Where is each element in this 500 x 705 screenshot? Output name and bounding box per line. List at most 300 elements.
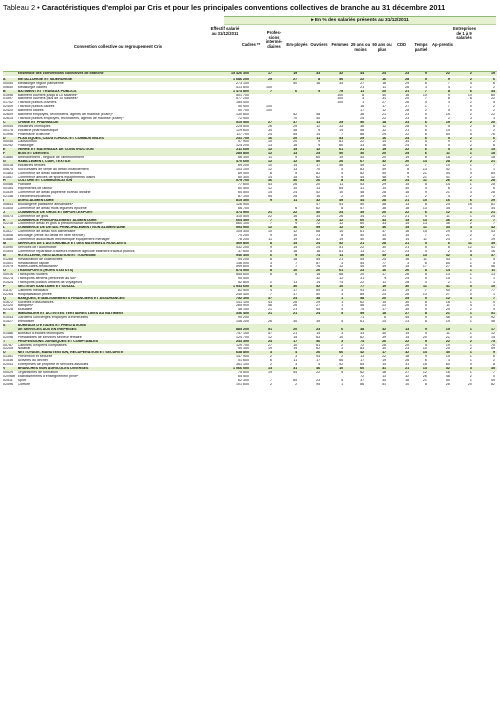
row-value: 22 xyxy=(429,340,452,344)
row-code: U xyxy=(3,351,18,355)
row-label: Commerce de détail habillement textiles xyxy=(17,171,82,175)
row-value: 8 xyxy=(407,167,410,171)
row-value: 31 xyxy=(360,277,365,281)
row-value: 52 xyxy=(299,285,322,289)
row-value: 10 xyxy=(339,230,344,234)
row-value: 48 xyxy=(382,202,387,206)
row-value: 9 xyxy=(341,175,344,179)
row-value: 22 xyxy=(360,281,365,285)
row-value: 15 xyxy=(445,113,450,117)
row-code: L xyxy=(3,226,18,230)
row-value: 46 xyxy=(491,320,495,324)
row-value: 4 xyxy=(424,140,427,144)
row-value: 22 xyxy=(382,116,387,120)
row-code: 02614 xyxy=(3,116,13,120)
row-code: 00045 xyxy=(3,140,13,144)
row-value: 9 xyxy=(251,199,274,203)
row-label: Bricolage (vente au détail en libre service) xyxy=(17,234,85,238)
row-value: 3 xyxy=(493,116,495,120)
row-value: 43 xyxy=(268,300,273,304)
row-code: 01536 xyxy=(3,359,13,363)
row-value: 14 xyxy=(405,335,410,339)
row-value: 17 xyxy=(422,265,427,269)
row-value: 3 xyxy=(447,101,450,105)
row-value: 14 xyxy=(293,163,298,167)
row-value: 19 xyxy=(366,148,388,152)
row-value: 21 xyxy=(360,85,365,89)
row-value: 1 xyxy=(469,359,472,363)
row-value: 593 900 xyxy=(220,226,251,230)
row-value: 16 xyxy=(491,249,495,253)
row-value: 12 xyxy=(339,277,344,281)
row-value: 8 xyxy=(322,179,345,183)
row-value: 10 xyxy=(411,199,429,203)
row-value: 69 200 xyxy=(238,163,250,167)
row-value: 4 xyxy=(424,304,427,308)
row-value: 2 xyxy=(447,249,450,253)
row-value: 0 xyxy=(469,316,472,320)
row-code: 02128 xyxy=(3,308,13,312)
row-value: 24 xyxy=(382,320,387,324)
row-value: 4 xyxy=(318,363,321,367)
row-value: 6 xyxy=(424,116,427,120)
row-value: 13 xyxy=(411,367,429,371)
row-value: 44 xyxy=(345,72,366,76)
row-value: 28 xyxy=(382,191,387,195)
row-value: 16 xyxy=(251,137,274,141)
row-value: 60 xyxy=(445,363,450,367)
row-value: 63 xyxy=(316,335,321,339)
row-value: 28 xyxy=(405,109,410,113)
row-value: 36 xyxy=(445,222,450,226)
row-code: C xyxy=(3,121,18,125)
row-label: Travaux publics cadres xyxy=(17,105,55,109)
row-value: 1 xyxy=(452,152,474,156)
row-value: 2 xyxy=(270,355,273,359)
row-value: 26 xyxy=(429,179,452,183)
row-value: 23 xyxy=(388,121,411,125)
row-value: 231 700 xyxy=(220,137,251,141)
row-value: 33 xyxy=(366,219,388,223)
row-value: 25 xyxy=(360,116,365,120)
row-value: 12 xyxy=(299,148,322,152)
row-value: 655 600 xyxy=(236,273,250,277)
row-value: 23 xyxy=(405,320,410,324)
row-value: 22 xyxy=(274,211,299,215)
row-value: 6 xyxy=(452,199,474,203)
row-value: 75 500 xyxy=(238,370,250,374)
row-value: 24 xyxy=(268,132,273,136)
row-value: 43 xyxy=(445,257,450,261)
row-value: 10 xyxy=(474,285,497,289)
row-code: T xyxy=(3,340,18,344)
row-value: 7 xyxy=(251,219,274,223)
row-value: 49 xyxy=(360,163,365,167)
row-label: Restauration rapide xyxy=(17,261,50,265)
row-value: 577 200 xyxy=(236,97,250,101)
row-value: 20 xyxy=(366,297,388,301)
row-value: 11 xyxy=(474,269,497,273)
row-value: 21 xyxy=(429,312,452,316)
row-value: 20 xyxy=(382,156,387,160)
row-value: 28 xyxy=(429,160,452,164)
row-value: 336 400 xyxy=(220,312,251,316)
row-value: 82 xyxy=(491,382,495,386)
row-value: 599 600 xyxy=(236,265,250,269)
row-value: 26 xyxy=(422,374,427,378)
row-value: 1 xyxy=(469,331,472,335)
row-value: 20 xyxy=(388,160,411,164)
row-value: 147 900 xyxy=(236,355,250,359)
row-value: 14 xyxy=(411,351,429,355)
row-value: 26 xyxy=(405,101,410,105)
row-value: 2 xyxy=(469,101,472,105)
row-value: 40 xyxy=(322,78,345,82)
row-value: 62 xyxy=(316,347,321,351)
row-code: F xyxy=(3,152,18,156)
row-label: Boulangerie pâtisserie artisanales* xyxy=(17,202,73,206)
row-value: 13 xyxy=(316,187,321,191)
row-value: 29 xyxy=(405,81,410,85)
row-value: 12 xyxy=(422,370,427,374)
row-value: 24 xyxy=(491,214,495,218)
row-label: Sport xyxy=(17,378,27,382)
row-value: 7 xyxy=(474,297,497,301)
row-value: 0 xyxy=(493,300,495,304)
row-value: 16 xyxy=(467,202,472,206)
row-value: 13 xyxy=(422,292,427,296)
row-value: 13 xyxy=(360,355,365,359)
row-value: 273 100 xyxy=(236,81,250,85)
row-value: 34 xyxy=(405,140,410,144)
row-value: 74 200 xyxy=(238,234,250,238)
row-label: Établissements d'enseignement privé* xyxy=(17,374,79,378)
row-code: 00275 xyxy=(3,277,13,281)
row-value: 76 xyxy=(491,132,495,136)
row-value: 14 xyxy=(316,331,321,335)
row-value: 50 700 xyxy=(238,109,250,113)
row-value: 2 xyxy=(270,281,273,285)
row-code: O xyxy=(3,269,18,273)
row-value: 2 xyxy=(452,219,474,223)
row-value: 38 xyxy=(293,128,298,132)
row-label: BOIS ET DÉRIVÉS xyxy=(18,152,220,156)
row-value: 9 xyxy=(318,128,321,132)
row-value: 13 xyxy=(293,167,298,171)
row-value: 9 xyxy=(424,355,427,359)
row-value: 26 xyxy=(322,160,345,164)
row-value: 26 xyxy=(366,340,388,344)
row-value: 46 xyxy=(445,316,450,320)
row-value: 50 xyxy=(316,292,321,296)
row-value: 6 xyxy=(447,187,450,191)
row-value: 9 xyxy=(424,308,427,312)
row-label: Ensemble des conventions collectives de branche xyxy=(18,72,220,76)
row-value: 3 xyxy=(341,331,344,335)
row-value: 11 xyxy=(423,257,427,261)
row-label: Bâtiment employés, techniciens, agents de maîtrise (Etam)* xyxy=(17,113,113,117)
row-value: 1 xyxy=(452,351,474,355)
row-value: 9 xyxy=(384,277,387,281)
row-value: 9 xyxy=(299,90,322,94)
row-value: 6 xyxy=(469,265,472,269)
row-value: 12 xyxy=(316,124,321,128)
row-value: 7 xyxy=(341,132,344,136)
row-value: 30 xyxy=(405,308,410,312)
row-code: 01686 xyxy=(3,238,13,242)
row-value: 49 xyxy=(382,167,387,171)
row-value: 18 xyxy=(366,121,388,125)
row-value: 72 xyxy=(360,343,365,347)
row-value: 7 xyxy=(493,163,495,167)
row-value: 12 xyxy=(251,148,274,152)
row-value: 18 xyxy=(491,156,495,160)
row-value: 24 xyxy=(388,179,411,183)
row-value: 12 xyxy=(274,160,299,164)
row-value: 4 xyxy=(341,308,344,312)
row-value: 11 xyxy=(299,121,322,125)
row-value: 9 xyxy=(474,351,497,355)
row-value: 9 xyxy=(447,140,450,144)
row-value: 88 xyxy=(360,132,365,136)
row-value: 5 xyxy=(341,320,344,324)
row-value: 27 xyxy=(388,312,411,316)
row-value: 30 xyxy=(382,347,387,351)
row-value: 22 xyxy=(388,340,411,344)
row-value: 22 xyxy=(388,148,411,152)
row-value: 9 xyxy=(270,234,273,238)
column-header: Ouvriers xyxy=(310,42,328,47)
row-code: 01606 xyxy=(3,234,13,238)
row-value: 14 xyxy=(268,175,273,179)
row-value: 16 xyxy=(293,214,298,218)
row-value: 26 xyxy=(405,359,410,363)
row-code: N xyxy=(3,254,18,258)
row-code: 01557 xyxy=(3,175,13,179)
row-value: 1 xyxy=(452,312,474,316)
row-value: 30 xyxy=(345,152,366,156)
row-code: 01539 xyxy=(3,191,13,195)
row-value: 11 xyxy=(411,226,429,230)
row-value: 6 xyxy=(322,328,345,332)
row-value: 4 xyxy=(447,85,450,89)
row-value: 1 xyxy=(469,378,472,382)
row-value: 33 xyxy=(360,144,365,148)
row-value: 26 xyxy=(382,343,387,347)
row-value: 58 xyxy=(345,297,366,301)
row-value: 18 xyxy=(382,370,387,374)
row-value: 3 xyxy=(469,191,472,195)
row-value: 26 xyxy=(405,292,410,296)
column-header: Entreprises de 1 à 9 salariés xyxy=(453,26,477,41)
employment-table xyxy=(3,72,497,387)
row-label: Commerce de détail papeterie bureau librairie xyxy=(17,191,91,195)
row-value: 54 xyxy=(293,370,298,374)
row-value: 43 xyxy=(491,230,495,234)
row-value: 21 xyxy=(445,335,450,339)
row-value: 50 xyxy=(360,202,365,206)
row-value: 117 700 xyxy=(236,132,250,136)
row-value: 15 xyxy=(382,300,387,304)
row-value: 16 xyxy=(360,105,365,109)
row-value: 53 xyxy=(339,202,344,206)
row-value: 93 xyxy=(360,288,365,292)
row-value: 39 xyxy=(474,242,497,246)
row-label: Imprimeries de labeur xyxy=(17,187,53,191)
row-value: 52 xyxy=(322,242,345,246)
row-value: 38 xyxy=(299,297,322,301)
row-code: 00184 xyxy=(3,187,13,191)
row-value: 20 xyxy=(293,140,298,144)
row-value: 946 400 xyxy=(220,254,251,258)
row-value: 62 xyxy=(316,206,321,210)
row-value: 21 xyxy=(274,312,299,316)
row-value: 6 xyxy=(411,152,429,156)
row-value: 4 xyxy=(493,308,495,312)
row-value: 100 xyxy=(337,93,344,97)
row-label: HABILLEMENT, CUIR, TEXTILE xyxy=(18,160,220,164)
row-value: 95 xyxy=(316,382,321,386)
row-value: 2 xyxy=(469,234,472,238)
row-code: D xyxy=(3,137,18,141)
row-value: 79 xyxy=(322,90,345,94)
row-value: 12 xyxy=(251,152,274,156)
row-value: 32 xyxy=(429,254,452,258)
row-value: 14 xyxy=(316,132,321,136)
row-value: 20 xyxy=(274,328,299,332)
row-value: 44 xyxy=(345,199,366,203)
row-value: 21 xyxy=(405,128,410,132)
row-value: 26 xyxy=(405,85,410,89)
row-value: 10 xyxy=(268,163,273,167)
row-value: 9 xyxy=(274,219,299,223)
row-label: Transports routiers xyxy=(17,273,48,277)
row-value: 1 xyxy=(341,300,344,304)
row-value: 45 xyxy=(382,171,387,175)
row-value: 13 xyxy=(422,222,427,226)
row-value: 57 900 xyxy=(238,140,250,144)
row-value: 82 xyxy=(360,171,365,175)
row-value: 6 xyxy=(411,137,429,141)
row-code: I xyxy=(3,199,18,203)
row-value: 10 xyxy=(293,343,298,347)
row-value: 1 xyxy=(469,261,472,265)
row-value: 20 xyxy=(467,382,472,386)
row-value: 4 xyxy=(469,304,472,308)
row-value: 75 xyxy=(474,340,497,344)
row-value: 42 xyxy=(345,351,366,355)
row-value: 7 xyxy=(493,370,495,374)
row-code: Q xyxy=(3,297,18,301)
row-value: 6 xyxy=(384,316,387,320)
row-value: 285 800 xyxy=(220,152,251,156)
row-value: 66 700 xyxy=(238,206,250,210)
row-value: 11 xyxy=(345,90,366,94)
row-value: 30 xyxy=(274,285,299,289)
row-value: 50 xyxy=(322,152,345,156)
row-value: 8 xyxy=(295,273,298,277)
row-value: 87 100 xyxy=(238,195,250,199)
row-value: 21 xyxy=(474,160,497,164)
row-value: 8 xyxy=(299,78,322,82)
row-value: 13 xyxy=(411,219,429,223)
row-label: MÉTALLURGIE ET SIDÉRURGIE xyxy=(18,78,220,82)
row-value: 62 xyxy=(360,300,365,304)
row-value: 13 xyxy=(422,167,427,171)
row-value: 1 xyxy=(362,101,365,105)
row-code: 01501 xyxy=(3,261,13,265)
row-value: 13 xyxy=(274,152,299,156)
row-value: 3 xyxy=(251,351,274,355)
row-value: 21 xyxy=(251,211,274,215)
percent-super-header: ▸ En % des salariés présents au 31/12/2011 xyxy=(224,16,496,25)
row-value: 38 xyxy=(345,328,366,332)
row-value: 61 xyxy=(360,230,365,234)
row-value: 5 xyxy=(447,124,450,128)
row-value: 638 800 xyxy=(220,351,251,355)
row-value: 61 xyxy=(322,148,345,152)
row-value: 6 xyxy=(270,265,273,269)
row-value: 8 xyxy=(469,249,472,253)
row-value: 874 500 xyxy=(220,269,251,273)
row-value: 6 xyxy=(424,359,427,363)
row-value: 1 xyxy=(452,211,474,215)
row-value: 72 xyxy=(360,374,365,378)
row-label: HÔTELLERIE, RESTAURATION ET TOURISME xyxy=(18,254,220,258)
row-value: 3 xyxy=(341,347,344,351)
row-value: 33 xyxy=(382,234,387,238)
row-value: 5 xyxy=(411,78,429,82)
row-value: 3 xyxy=(452,148,474,152)
row-value: 22 xyxy=(405,132,410,136)
row-value: 2 xyxy=(341,343,344,347)
row-value: 10 xyxy=(293,187,298,191)
row-value: 9 xyxy=(447,93,450,97)
row-value: 31 xyxy=(382,97,387,101)
row-value: 3 xyxy=(270,261,273,265)
row-value: 14 xyxy=(405,238,410,242)
row-value: 11 xyxy=(293,359,298,363)
row-value: 30 xyxy=(382,331,387,335)
row-value: 15 xyxy=(274,148,299,152)
row-value: 1 xyxy=(424,105,427,109)
row-value: 16 xyxy=(405,257,410,261)
row-value: 6 xyxy=(452,90,474,94)
row-value: 5 xyxy=(424,343,427,347)
row-value: 21 xyxy=(422,378,427,382)
row-value: 55 xyxy=(268,195,273,199)
row-value: 2 xyxy=(452,340,474,344)
row-value: 17 xyxy=(360,359,365,363)
row-code: H xyxy=(3,179,18,183)
row-label: Hôtels-cafés-restaurants* xyxy=(17,265,59,269)
row-value: 9 xyxy=(274,254,299,258)
row-label: Métallurgie cadres xyxy=(17,85,48,89)
row-value: 6 xyxy=(270,273,273,277)
row-value: 1 xyxy=(341,382,344,386)
row-value: 24 xyxy=(366,72,388,76)
row-value: 25 xyxy=(366,179,388,183)
row-value: 23 xyxy=(316,378,321,382)
row-value: 68 xyxy=(339,273,344,277)
row-value: 36 xyxy=(382,206,387,210)
row-value: 66 xyxy=(339,359,344,363)
row-value: 7 xyxy=(424,97,427,101)
row-value: 7 xyxy=(493,222,495,226)
row-value: 3 xyxy=(452,367,474,371)
row-value: 15 426 300 xyxy=(220,72,251,76)
row-value: 6 xyxy=(493,187,495,191)
